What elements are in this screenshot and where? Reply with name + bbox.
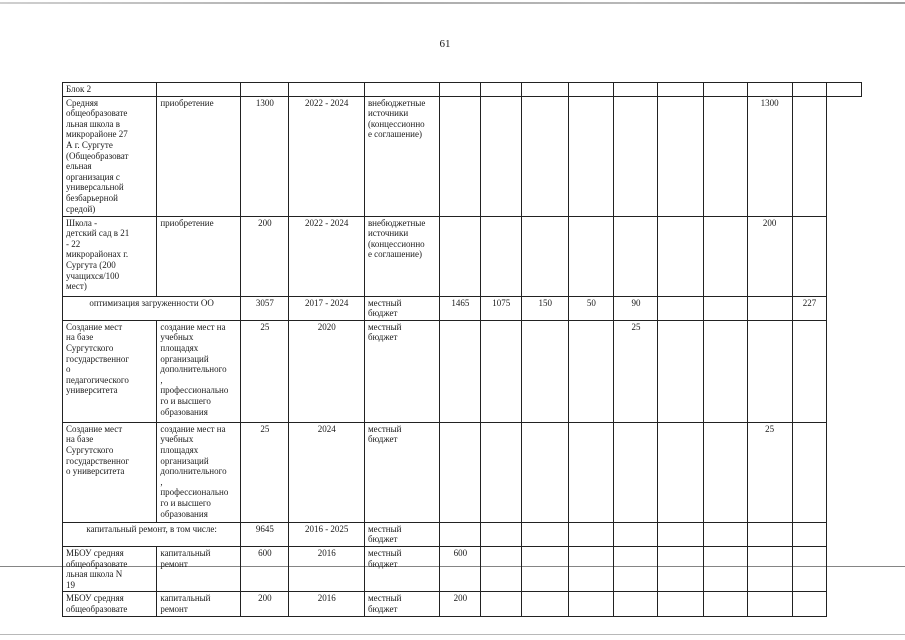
year-value-2024 xyxy=(792,216,827,296)
year-value-2022 xyxy=(703,216,747,296)
period: 2022 - 2024 xyxy=(289,216,364,296)
table-row xyxy=(63,320,862,422)
year-value-2021 xyxy=(658,216,703,296)
year-value-2018 xyxy=(522,320,569,422)
program-table xyxy=(62,82,862,617)
funding-source: местный бюджет xyxy=(364,296,439,320)
total-value: 25 xyxy=(241,422,289,522)
year-value-2021 xyxy=(658,96,703,216)
object-name: МБОУ средняя общеобразовате льная школа N 19 xyxy=(63,546,157,591)
action-type: приобретение xyxy=(157,96,241,216)
year-value-2022 xyxy=(703,522,747,546)
year-value-2021 xyxy=(658,592,703,616)
block-label: Блок 2 xyxy=(63,83,157,97)
funding-source: местный бюджет xyxy=(364,546,439,591)
total-value: 200 xyxy=(241,592,289,616)
year-value-2023 xyxy=(747,320,792,422)
year-value-2018 xyxy=(522,96,569,216)
year-value-2020 xyxy=(614,592,658,616)
funding-source: местный бюджет xyxy=(364,592,439,616)
year-value-2017 xyxy=(481,592,522,616)
year-value-2022 xyxy=(703,422,747,522)
period: 2022 - 2024 xyxy=(289,96,364,216)
year-value-2024 xyxy=(792,522,827,546)
total-value: 1300 xyxy=(241,96,289,216)
funding-source: местный бюджет xyxy=(364,522,439,546)
scan-artifact-top xyxy=(0,2,905,4)
year-value-2018 xyxy=(522,216,569,296)
period: 2024 xyxy=(289,422,364,522)
year-value-2017 xyxy=(481,522,522,546)
object-name: Школа - детский сад в 21 - 22 микрорайонах г. Сургута (200 учащихся/100 мест) xyxy=(63,216,157,296)
year-value-2017: 1075 xyxy=(481,296,522,320)
table-row xyxy=(63,522,862,546)
table-row xyxy=(63,96,862,216)
year-value-2016: 200 xyxy=(440,592,481,616)
year-value-2019 xyxy=(569,592,614,616)
action-type: капитальный ремонт xyxy=(157,546,241,591)
section-title: оптимизация загруженности ОО xyxy=(63,296,241,320)
year-value-2017 xyxy=(481,216,522,296)
block-header-row xyxy=(63,83,862,97)
year-value-2017 xyxy=(481,546,522,591)
year-value-2021 xyxy=(658,296,703,320)
year-value-2016 xyxy=(440,320,481,422)
table-row xyxy=(63,546,862,591)
action-type: создание мест на учебных площадях организаций дополнительного , профессионально го и высшего образования xyxy=(157,422,241,522)
year-value-2019 xyxy=(569,522,614,546)
year-value-2024 xyxy=(792,320,827,422)
year-value-2021 xyxy=(658,320,703,422)
year-value-2023: 25 xyxy=(747,422,792,522)
section-title: капитальный ремонт, в том числе: xyxy=(63,522,241,546)
year-value-2024 xyxy=(792,546,827,591)
year-value-2020 xyxy=(614,546,658,591)
year-value-2018 xyxy=(522,522,569,546)
year-value-2016 xyxy=(440,522,481,546)
year-value-2017 xyxy=(481,422,522,522)
period: 2020 xyxy=(289,320,364,422)
year-value-2021 xyxy=(658,522,703,546)
year-value-2024: 227 xyxy=(792,296,827,320)
year-value-2023: 200 xyxy=(747,216,792,296)
year-value-2020 xyxy=(614,96,658,216)
total-value: 25 xyxy=(241,320,289,422)
year-value-2023: 1300 xyxy=(747,96,792,216)
table-row xyxy=(63,592,862,616)
year-value-2022 xyxy=(703,320,747,422)
funding-source: местный бюджет xyxy=(364,422,439,522)
year-value-2023 xyxy=(747,296,792,320)
action-type: приобретение xyxy=(157,216,241,296)
year-value-2020 xyxy=(614,216,658,296)
year-value-2018 xyxy=(522,546,569,591)
year-value-2021 xyxy=(658,546,703,591)
year-value-2019 xyxy=(569,422,614,522)
year-value-2019: 50 xyxy=(569,296,614,320)
year-value-2020 xyxy=(614,522,658,546)
year-value-2021 xyxy=(658,422,703,522)
scan-artifact-bottom xyxy=(0,634,905,635)
year-value-2020 xyxy=(614,422,658,522)
object-name: Создание мест на базе Сургутского государственног о педагогического университета xyxy=(63,320,157,422)
page-number: 61 xyxy=(439,38,451,50)
action-type: создание мест на учебных площадях организаций дополнительного , профессионально го и высшего образования xyxy=(157,320,241,422)
year-value-2016 xyxy=(440,96,481,216)
year-value-2022 xyxy=(703,546,747,591)
year-value-2020: 25 xyxy=(614,320,658,422)
year-value-2023 xyxy=(747,546,792,591)
year-value-2022 xyxy=(703,296,747,320)
year-value-2017 xyxy=(481,96,522,216)
funding-source: внебюджетные источники (концессионно е соглашение) xyxy=(364,216,439,296)
year-value-2017 xyxy=(481,320,522,422)
year-value-2018 xyxy=(522,592,569,616)
total-value: 9645 xyxy=(241,522,289,546)
year-value-2024 xyxy=(792,422,827,522)
table-row xyxy=(63,296,862,320)
year-value-2019 xyxy=(569,216,614,296)
year-value-2018: 150 xyxy=(522,296,569,320)
year-value-2022 xyxy=(703,96,747,216)
year-value-2016 xyxy=(440,216,481,296)
period: 2017 - 2024 xyxy=(289,296,364,320)
funding-source: внебюджетные источники (концессионно е соглашение) xyxy=(364,96,439,216)
year-value-2018 xyxy=(522,422,569,522)
object-name: Создание мест на базе Сургутского государственног о университета xyxy=(63,422,157,522)
year-value-2016: 600 xyxy=(440,546,481,591)
year-value-2016 xyxy=(440,422,481,522)
table-row xyxy=(63,216,862,296)
year-value-2023 xyxy=(747,522,792,546)
total-value: 600 xyxy=(241,546,289,591)
year-value-2023 xyxy=(747,592,792,616)
object-name: Средняя общеобразовате льная школа в микрорайоне 27 А г. Сургуте (Общеобразоват ельная организация с универсальной безбарьерной средой) xyxy=(63,96,157,216)
total-value: 200 xyxy=(241,216,289,296)
year-value-2024 xyxy=(792,592,827,616)
year-value-2016: 1465 xyxy=(440,296,481,320)
funding-source: местный бюджет xyxy=(364,320,439,422)
year-value-2024 xyxy=(792,96,827,216)
object-name: МБОУ средняя общеобразовате xyxy=(63,592,157,616)
year-value-2022 xyxy=(703,592,747,616)
year-value-2019 xyxy=(569,320,614,422)
year-value-2019 xyxy=(569,96,614,216)
period: 2016 xyxy=(289,546,364,591)
period: 2016 xyxy=(289,592,364,616)
table-row xyxy=(63,422,862,522)
year-value-2020: 90 xyxy=(614,296,658,320)
period: 2016 - 2025 xyxy=(289,522,364,546)
year-value-2019 xyxy=(569,546,614,591)
total-value: 3057 xyxy=(241,296,289,320)
action-type: капитальный ремонт xyxy=(157,592,241,616)
